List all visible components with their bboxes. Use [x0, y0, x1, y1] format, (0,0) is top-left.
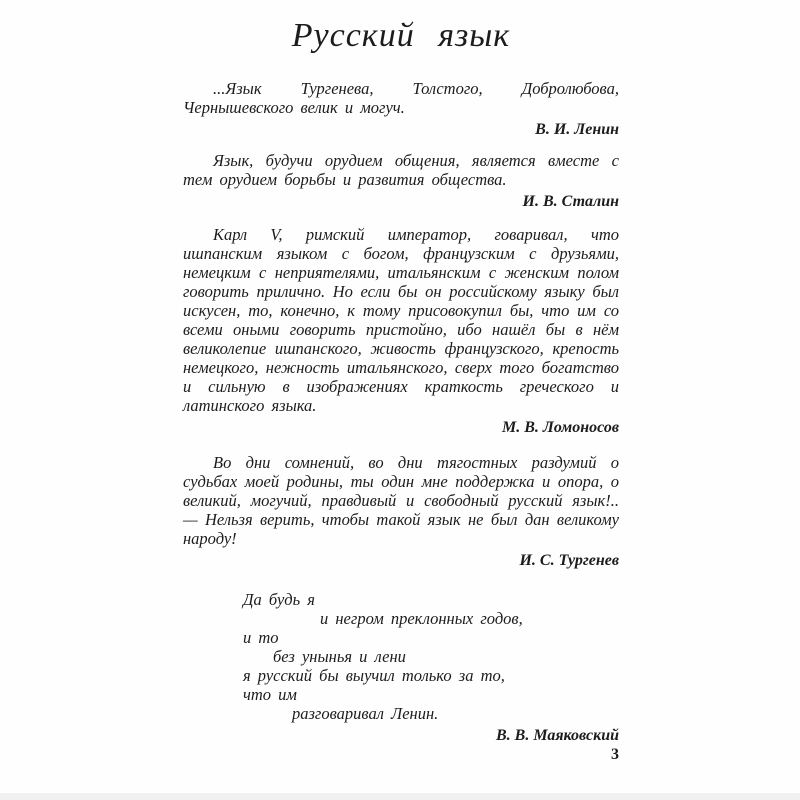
- page-title: Русский язык: [291, 17, 511, 54]
- quote-author: И. В. Сталин: [522, 192, 619, 210]
- quote-author: В. И. Ленин: [535, 120, 619, 138]
- quote-lomonosov: [183, 225, 619, 437]
- quote-author: М. В. Ломоносов: [502, 418, 619, 436]
- poem-line: и негром преклонных годов,: [320, 608, 523, 628]
- quote-stalin: [183, 151, 619, 211]
- quote-lenin: [183, 79, 619, 139]
- quote-author: И. С. Тургенев: [519, 551, 619, 569]
- poem-author: В. В. Маяковский: [495, 726, 619, 744]
- quote-text: Язык, будучи орудием общения, является вместе с тем орудием борьбы и развития общества.: [183, 150, 619, 189]
- quote-turgenev: [183, 453, 619, 570]
- quote-text: ...Язык Тургенева, Толстого, Добролюбова, Чернышевского велик и могуч.: [183, 78, 619, 117]
- poem-line: что им: [243, 684, 297, 704]
- poem-line: без унынья и лени: [273, 646, 406, 666]
- quote-text: Карл V, римский император, говаривал, что ишпанским языком с богом, французским с друзьями, немецким с неприятелями, итальянским с женским полом говорить прилично. Но если бы он российскому языку был искусен, то, конечно, к тому присовокупил бы, что им со всеми оными говорить пристойно, ибо нашёл бы в нём великолепие ишпанского, живость французского, крепость немецкого, нежность итальянского, сверх того богатство и сильную в изображениях краткость греческого и латинского языка.: [183, 224, 619, 415]
- poem-line: я русский бы выучил только за то,: [243, 665, 505, 685]
- poem-line: разговаривал Ленин.: [292, 703, 439, 723]
- quote-text: Во дни сомнений, во дни тягостных раздумий о судьбах моей родины, ты один мне поддержка и опора, о великий, могучий, правдивый и свободный русский язык!.. — Нельзя верить, чтобы такой язык не был дан великому народу!: [183, 452, 619, 548]
- poem-mayakovsky: [183, 590, 619, 723]
- scan-edge-shadow: [0, 793, 800, 800]
- poem-line: и то: [243, 627, 279, 647]
- page-number: 3: [611, 746, 619, 763]
- text-column: [183, 0, 619, 745]
- poem-line: Да будь я: [243, 589, 315, 609]
